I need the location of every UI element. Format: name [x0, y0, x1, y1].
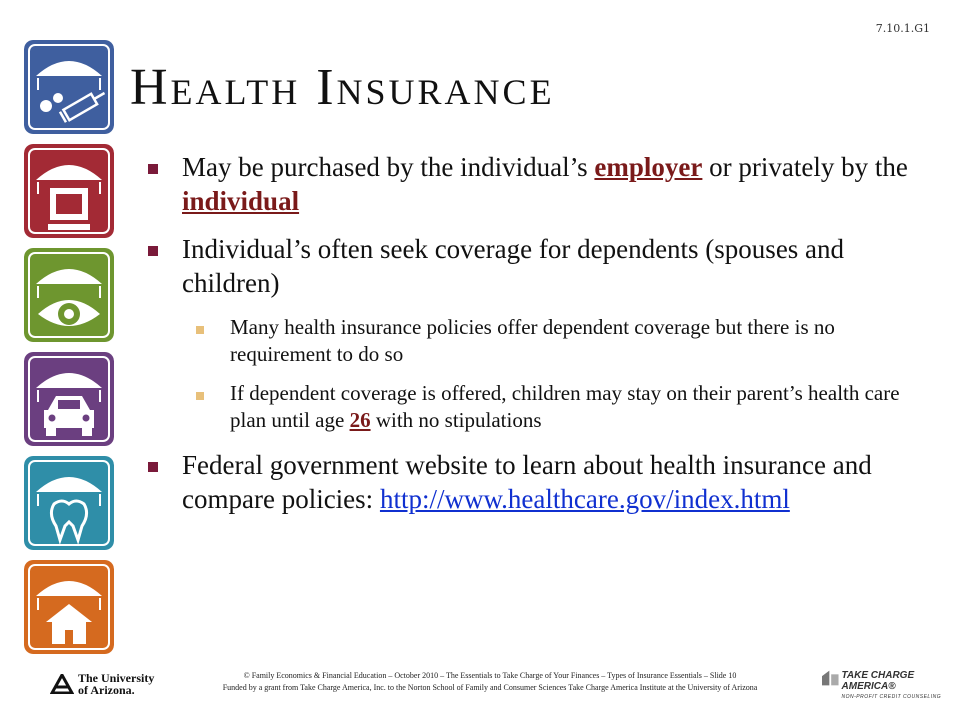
ua-logo-line2: of Arizona. [78, 683, 135, 697]
bullet-text: Individual’s often seek coverage for dependents (spouses and children) [182, 234, 845, 298]
ua-logo-line1: The University [78, 671, 155, 685]
sub-bullet-text: with no stipulations [370, 408, 542, 432]
sub-bullet-policies [196, 314, 938, 368]
eye-icon [24, 248, 114, 342]
arizona-a-icon [50, 674, 74, 694]
computer-icon [24, 144, 114, 238]
tca-logo-text: TAKE CHARGE AMERICA® [841, 670, 915, 692]
sub-bullet-text: If dependent coverage is offered, children may stay on their parent’s health care plan until age [230, 381, 900, 432]
sub-bullet-age [196, 380, 938, 434]
sub-bullet-marker [196, 392, 204, 400]
car-icon [24, 352, 114, 446]
tca-tagline: NON-PROFIT CREDIT COUNSELING [841, 694, 942, 700]
bullet-list [148, 150, 938, 530]
university-of-arizona-logo [50, 672, 154, 696]
bullet-text: Federal government website to learn about health insurance and compare policies: [182, 450, 872, 514]
footer-credits [160, 670, 820, 694]
tooth-icon [24, 456, 114, 550]
footer [0, 664, 960, 704]
bullet-marker [148, 462, 158, 472]
bullet-text: May be purchased by the individual’s [182, 152, 595, 182]
footer-line2: Funded by a grant from Take Charge America, Inc. to the Norton School of Family and Consumer Sciences Take Charge America Institute at the University of Arizona [222, 683, 758, 692]
emphasis-individual: individual [182, 186, 300, 216]
take-charge-america-logo [822, 670, 960, 703]
bullet-text: or privately by the [702, 152, 908, 182]
bullet-dependents [148, 232, 938, 300]
bullet-purchase [148, 150, 938, 218]
house-icon [24, 560, 114, 654]
sub-bullet-marker [196, 326, 204, 334]
footer-line1: © Family Economics & Financial Education – October 2010 – The Essentials to Take Charge of Your Finances – Types of Insurance Essentials – Slide 10 [243, 671, 737, 680]
slide-code: 7.10.1.G1 [875, 22, 930, 35]
sub-bullet-list [196, 314, 938, 434]
emphasis-age: 26 [349, 408, 371, 432]
emphasis-employer: employer [594, 152, 703, 182]
sub-bullet-text: Many health insurance policies offer dependent coverage but there is no requirement to do so [230, 315, 835, 366]
medicine-syringe-icon [24, 40, 114, 134]
bullet-federal-website [148, 448, 938, 516]
bullet-marker [148, 246, 158, 256]
tca-mark-icon [822, 670, 839, 686]
page-title: Health Insurance [130, 59, 555, 116]
healthcare-gov-link[interactable]: http://www.healthcare.gov/index.html [379, 484, 790, 514]
bullet-marker [148, 164, 158, 174]
